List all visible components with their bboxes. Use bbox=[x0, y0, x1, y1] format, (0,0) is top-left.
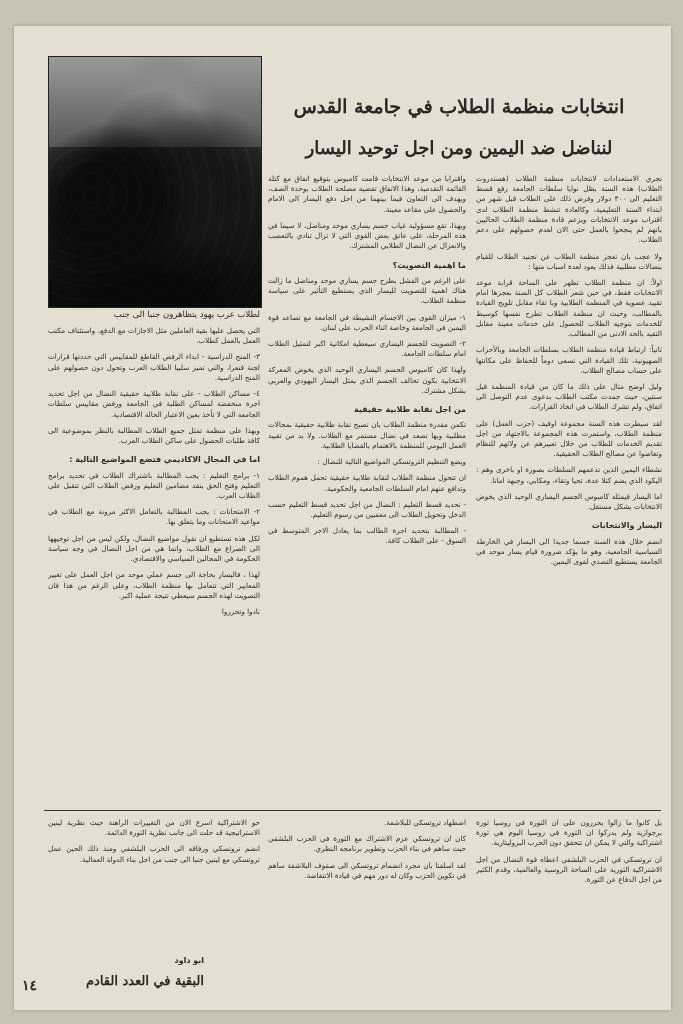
second-article-column-middle bbox=[268, 818, 466, 996]
paragraph: - المطالبة بتحديد اجرة الطالب بما يعادل الاجر المتوسط في السوق - على الطلاب كافة. bbox=[268, 526, 466, 546]
paragraph: نشطاء اليمين الذين تدعمهم السلطات بصورة او باخرى وهم : اليكود الذي يضم كتلا عدة، تحيا وتقاء، ومكابي، وجبهة امانا. bbox=[476, 465, 662, 485]
paragraph: وبهذا، تقع مسؤولية غياب جسم يساري موحد ومناضل، لا سيما في هذه المرحلة، على عاتق بعض القوى التي لا تزال تنادي بالتعصب والانعزال عن النضال الطلابي المشترك. bbox=[268, 220, 466, 251]
headline-subtitle: لنناضل ضد اليمين ومن اجل توحيد اليسار bbox=[305, 138, 613, 159]
section-heading: من اجل نقابة طلابية حقيقية bbox=[354, 405, 466, 415]
paragraph: لقد اسلفنا بان مجرد انضمام تروتسكي الى صفوف البلاشفة ساهم في تكوين الحزب وكان له دور مهم في قيادة الانتفاضة. bbox=[268, 860, 466, 880]
paragraph: اضطهاد تروتسكي للبلاشفة. bbox=[384, 818, 466, 827]
paragraph: ثانياً: ارتباط قيادة منظمة الطلاب بسلطات الجامعة وبالأحزاب الصهيونية، تلك القيادة التي تسعى دوماً للحفاظ على مكانتها على حساب مصالح الطلاب. bbox=[476, 345, 662, 375]
paragraph: ولهذا كان كامبوس الجسم اليساري الوحيد الذي يخوض المعركة الانتخابية بكون تحالف الجسم الذي يمثل اليسار اليهودي والعربي بشكل مشترك. bbox=[268, 365, 466, 395]
section-heading: اما في المجال الاكاديمي فتضع المواضيع التالية : bbox=[69, 455, 260, 465]
paragraph: ٣- المنح الدراسية - ابداء الرفض القاطع للمقاييس التي حددتها قرارات لجنة قنعرا، والتي تميز سلبيا الطلاب العرب وتحول دون حصولهم على المنح الدراسية. bbox=[48, 352, 260, 382]
section-heading: ما اهمية التصويت؟ bbox=[392, 260, 466, 270]
paragraph: ١- برامج التعليم : يجب المطالبة باشتراك الطلاب في تحديد برامج التعليم وفتح الحق بنقد مضامين التعليم ورفض الطلاب التي تتقبل على الطلاب العرب. bbox=[48, 470, 260, 500]
article-headline bbox=[274, 96, 644, 159]
headline-title: انتخابات منظمة الطلاب في جامعة القدس bbox=[293, 96, 625, 118]
paragraph: حو الاشتراكية اسرع الان من التغييرات الراهنة حيث نظرية لينين الاستراتيجية قد حلت الى جانب نظرية الثورة الدائمة. bbox=[48, 818, 260, 838]
paragraph: ان تتحول منظمة الطلاب لنقابة طلابية حقيقية تحمل هموم الطلاب وتدافع عنهم امام السلطات الجامعية والحكومية. bbox=[268, 473, 466, 493]
paragraph: وليل اوضح مثال على ذلك ما كان من قيادة المنظمة قبل سنتين، حيث جمدت مكتب الطلاب بدعوى عدم التوصل الى اتفاق، ولم تشرك الطلاب في اتخاذ القرارات. bbox=[476, 381, 662, 412]
paragraph: التي يحصل عليها بقية العاملين مثل الاجازات مع الدفع، واستئناف مكتب العمل بالعمل كطلاب. bbox=[48, 326, 260, 346]
paragraph: ١- ميزان القوى بين الاجسام النشيطة في الجامعة مع تصاعد قوة اليمين في الجامعة وخاصة اثناء الحرب على لبنان. bbox=[268, 312, 466, 332]
paragraph: لكل هذه نستطيع ان نقول مواضيع النضال، ولكن ليس من اجل توجيهها الى الصراع مع الطلاب، وانما هي من اجل النضال في وجه سياسة الحكومة في المجالين السياسي والاقتصادي. bbox=[48, 533, 260, 564]
continued-notice: البقية في العدد القادم bbox=[86, 974, 204, 989]
page-number: ١٤ bbox=[22, 978, 38, 994]
paragraph: اما اليسار فيمثله كامبوس الجسم اليساري الوحيد الذي يخوض الانتخابات بشكل مستقل. bbox=[476, 491, 662, 512]
article-column-left bbox=[48, 326, 260, 804]
paragraph: انضم تروتسكي ورفاقه الى الحزب البلشفي ومنذ ذلك الحين عمل تروتسكي مع لينين جنبا الى جنب من اجل بناء الدولة العمالية. bbox=[48, 844, 260, 864]
author-signature: ابو داود bbox=[174, 956, 204, 965]
paragraph: اولاً: ان منظمة الطلاب تظهر على الساحة قرابة موعد الانتخابات فقط، في حين شعر الطلاب كل السنة بعجزها امام تقييد عضوية في المنظمة الطلابية وبا تقاء مقابل تلويح القيادة بالمطالب، وحيث ان منظمة الطلاب تطرح نفسها كوسيط للخدمات بتوجيه الطلاب للحصول على خدمات معينة مقابل التقيد بالحد الادنى من المطالب. bbox=[476, 277, 662, 339]
section-divider bbox=[44, 810, 661, 811]
paragraph: ٢- الامتحانات : يجب المطالبة بالتعامل الاكثر مرونة مع الطلاب في مواعيد الامتحانات وما يتعلق بها. bbox=[48, 507, 260, 527]
magazine-page bbox=[14, 26, 671, 1010]
photo-caption: لطلاب عرب يهود يتظاهرون جنبا الى جنب bbox=[113, 310, 260, 320]
paragraph: واقترابا من موعد الانتخابات قامت كامبوس بتوقيع اتفاق مع كتلة القائمة التقدمية، وهذا الاتفاق تقضيه مصلحة الطلاب بوحدة الصف، ويهدف الى التعاون فيما بينهما من اجل دفع اليسار الى الامام والحصول على مقاعد معينة. bbox=[268, 174, 466, 214]
paragraph: نادوا وتحرروا bbox=[221, 606, 260, 616]
paragraph: - تحديد قسط التعليم : النضال من اجل تحديد قسط التعليم حسب الدخل وتحويل الطلاب الى معفيين من رسوم التعليم. bbox=[268, 499, 466, 519]
paragraph: وبهذا على منظمة تمثل جميع الطلاب المطالبة بالنظر بموضوعية الى كافة طلبات الحصول على ساكن الطلاب العرب. bbox=[48, 425, 260, 445]
paragraph: ٢- التصويت للجسم اليساري سيعطيه امكانية اكبر لتمثيل الطلاب امام سلطات الجامعة. bbox=[268, 338, 466, 359]
paragraph: تكمن مقدرة منظمة الطلاب بان تصبح نقابة طلابية حقيقية بمجالات مطلبية وبها تصعد في نضال مستمر مع الطلاب. ولا بد من تقييد العمل اليومي للمنظمة بالاهتمام بالقضايا الطلابية. bbox=[268, 420, 466, 450]
second-article-column-right bbox=[476, 818, 662, 996]
paragraph: ولا عجب بان تعجز منظمة الطلاب عن تجنيد الطلاب للقيام بنضالات مطلبية فذلك يعود لعدة اسباب منها : bbox=[476, 251, 662, 271]
paragraph: بل كانوا ما زالوا يحررون على ان الثورة في روسيا ثورة برجوازية ولم يدركوا ان الثورة في روسيا اليوم هي ثورة اشتراكية والتي لا يمكن ان تتحقق دون الحرب البروليتارية. bbox=[476, 818, 662, 848]
paragraph: لقد سيطرت هذه السنة مجموعة اوقيف (حزب العمل) على منظمة الطلاب، واستمرت هذه المجموعة بالاجتهاد من اجل تقديم الخدمات للطلاب من خلال تعبيرهم عن ولائهم للنظام وتغاضوا عن مصالح الطلاب الحقيقية. bbox=[476, 418, 662, 459]
article-column-middle bbox=[268, 174, 466, 804]
student-demonstration-photo bbox=[48, 56, 262, 308]
article-column-right bbox=[476, 174, 662, 804]
paragraph: انضم خلال هذه السنة جسما جديدا الى اليسار في الخارطة السياسية الجامعية، وهو ما يؤكد ضرورة قيام يسار موحد في الجامعة يستطيع التصدي لقوى اليمين. bbox=[476, 536, 662, 567]
paragraph: ويضع التنظيم التروتسكي المواضيع التالية للنضال : bbox=[317, 457, 466, 467]
paragraph: كان ان تروتسكي عزم الاشتراك مع الثورة في الحزب البلشفي حيث ساهم في بناء الحزب وتطوير برنامجه النظري. bbox=[268, 834, 466, 854]
section-heading: اليسار والانتخابات bbox=[591, 521, 662, 531]
paragraph: ان تروتسكي في الحزب البلشفي اعطاه قوة النضال من اجل الاشتراكية الثورية على الساحة الروسية والعالمية، وقدم الكثير من اجل الدفاع عن الثورة. bbox=[476, 854, 662, 885]
paragraph: على الرغم من الفشل بطرح جسم يساري موحد ومناضل ما زالت هناك اهمية للتصويت لليسار الذي يستطيع التأثير على سياسة منظمة الطلاب. bbox=[268, 275, 466, 306]
crowd-texture bbox=[49, 147, 261, 307]
paragraph: ٤- مساكن الطلاب - على نقابة طلابية حقيقية النضال من اجل تحديد اجرة منخفضة لمساكن الطلبة في الجامعة ورفض مقاييس سلطات الجامعة التي لا تأخذ بعين الاعتبار الحالة الاقتصادية. bbox=[48, 389, 260, 419]
second-article-column-left bbox=[48, 818, 260, 958]
paragraph: تجري الاستعدادات لانتخابات منظمة الطلاب (هستدروت الطلاب) هذه السنة بظل نوايا سلطات الجامعة رفع قسط التعليم الى ٣٠٠ دولار وفرض ذلك على الطلاب قبل شهر من ابتداء السنة التعليمية، وكالعادة تنشط منظمة الطلاب لدى اقتراب موعد الانتخابات ويزعم قادة منظمة الطلاب الحاليين بانهم لم ينجحوا بالعمل حتى الان لعدم حصولهم على دعم الطلاب. bbox=[476, 174, 662, 245]
paragraph: لهذا ، فاليسار بحاجة الى جسم عملي موحد من اجل العمل على تغيير المعايير التي تتعامل بها منظمة الطلاب، وعلى الرغم من هذا فان التصويت لهذه الجسم سيعطي نتيجة عملية اكبر. bbox=[48, 570, 260, 600]
